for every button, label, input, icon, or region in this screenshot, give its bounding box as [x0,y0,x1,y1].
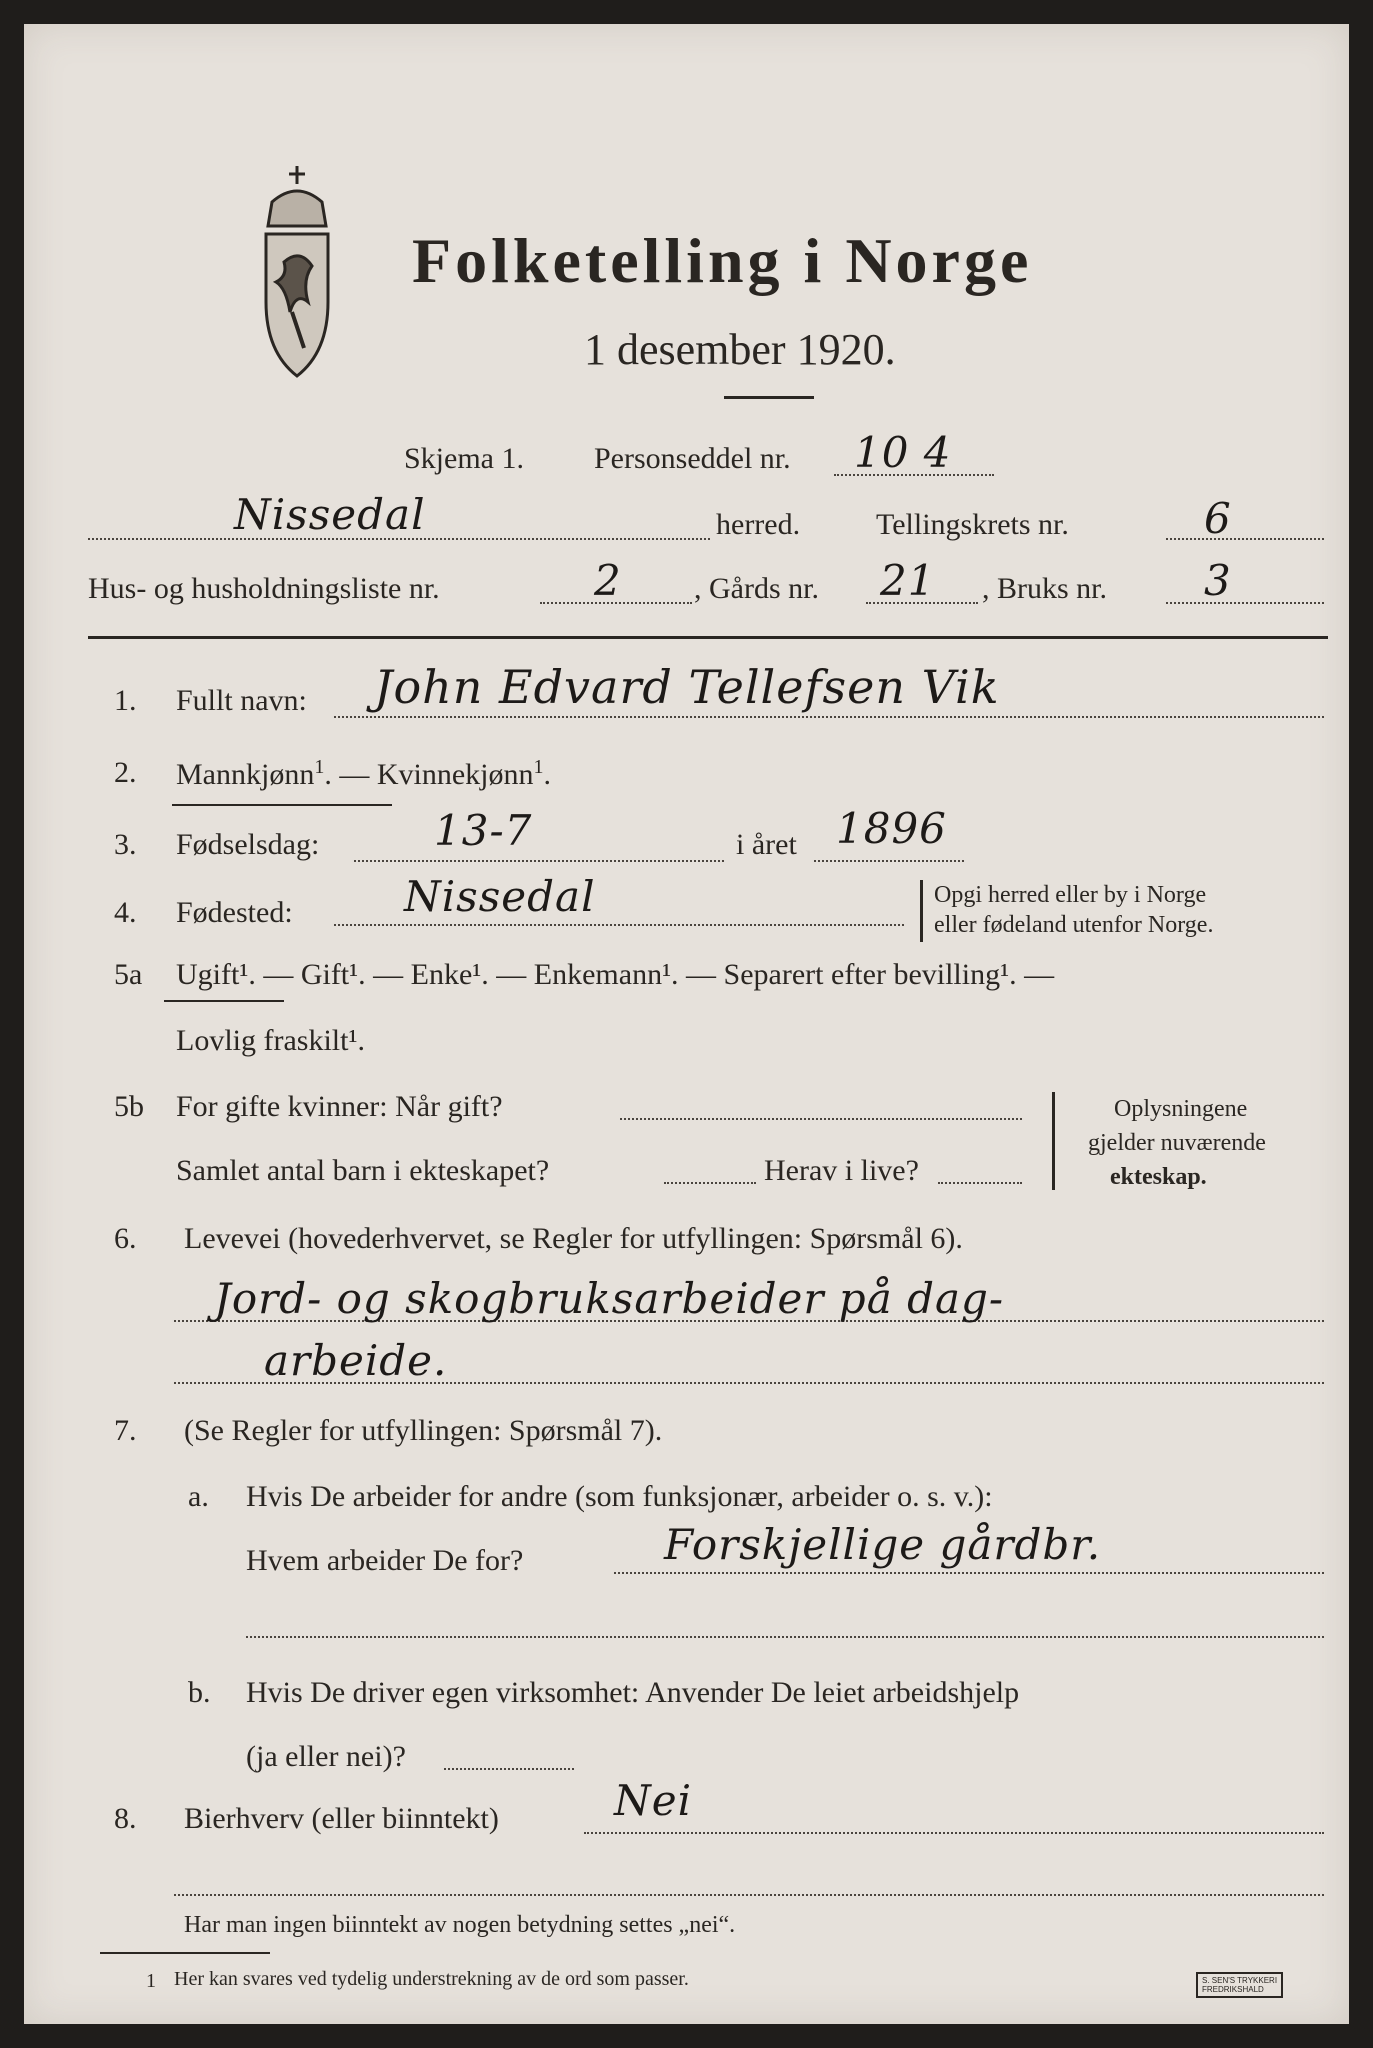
q7b-number: b. [188,1676,211,1709]
q5b-married-when: For gifte kvinner: Når gift? [176,1090,503,1123]
tellingskrets-value[interactable]: 6 [1204,494,1232,543]
male-option[interactable]: Mannkjønn [176,758,315,791]
herred-value[interactable]: Nissedal [234,490,426,539]
birth-year-value[interactable]: 1896 [836,804,947,853]
q8-number: 8. [114,1802,137,1835]
q5b-note-2: gjelder nuværende [1088,1130,1266,1156]
q1-number: 1. [114,684,137,717]
personseddel-value[interactable]: 10 4 [854,428,952,477]
q4-number: 4. [114,896,137,929]
q5b-note-3: ekteskap. [1110,1164,1207,1190]
q5b-note-1: Oplysningene [1114,1096,1248,1122]
q5b-children-total: Samlet antal barn i ekteskapet? [176,1154,550,1187]
q4-note-2: eller fødeland utenfor Norge. [934,912,1214,938]
bruks-label: , Bruks nr. [982,572,1108,605]
side-income-value[interactable]: Nei [614,1776,693,1825]
footer-note: Har man ingen biinntekt av nogen betydning settes „nei“. [184,1912,736,1938]
census-date: 1 desember 1920. [584,325,896,374]
male-underline-mark [172,804,392,806]
q6-label: Levevei (hovederhvervet, se Regler for utfyllingen: Spørsmål 6). [184,1222,963,1255]
gards-value[interactable]: 21 [880,556,936,605]
q8-label: Bierhverv (eller biinntekt) [184,1802,499,1835]
q7a-question: Hvis De arbeider for andre (som funksjonær, arbeider o. s. v.): [246,1480,993,1513]
coat-of-arms-icon [242,162,352,382]
occupation-value-line2[interactable]: arbeide. [264,1336,448,1385]
form-title: Folketelling i Norge [412,225,1033,296]
q4-note-1: Opgi herred eller by i Norge [934,882,1207,908]
census-form-sheet [24,24,1349,2024]
q2-options: Mannkjønn$^1$. — Kvinnekjønn$^1$. [176,756,551,791]
q5b-bracket [1052,1092,1055,1190]
full-name-value[interactable]: John Edvard Tellefsen Vik [374,660,1000,714]
gards-label: , Gårds nr. [694,572,819,605]
q5b-children-alive: Herav i live? [764,1154,919,1187]
printer-stamp: S. SEN'S TRYKKERI FREDRIKSHALD [1196,1972,1283,1998]
bruks-value[interactable]: 3 [1204,556,1232,605]
q4-bracket [920,880,923,942]
q4-label: Fødested: [176,896,293,929]
q3-number: 3. [114,828,137,861]
birthplace-value[interactable]: Nissedal [404,872,596,921]
personseddel-label: Personseddel nr. [594,442,791,475]
title-divider [724,396,814,399]
employer-value[interactable]: Forskjellige gårdbr. [664,1520,1102,1569]
occupation-value-line1[interactable]: Jord- og skogbruksarbeider på dag- [214,1274,1005,1323]
birthdate-value[interactable]: 13-7 [434,806,533,855]
q5b-number: 5b [114,1090,144,1123]
header-separator [88,636,1328,639]
marital-status-options-2[interactable]: Lovlig fraskilt¹. [176,1024,365,1057]
marital-status-options[interactable]: Ugift¹. — Gift¹. — Enke¹. — Enkemann¹. — Separert efter bevilling¹. — [176,958,1055,991]
female-option[interactable]: Kvinnekjønn [376,758,534,791]
q7-label: (Se Regler for utfyllingen: Spørsmål 7). [184,1414,663,1447]
footnote-text: Her kan svares ved tydelig understrekning av de ord som passer. [174,1968,689,1990]
tellingskrets-label: Tellingskrets nr. [876,508,1069,541]
q6-number: 6. [114,1222,137,1255]
q2-number: 2. [114,756,137,789]
footnote-mark: 1 [146,1970,156,1992]
q1-label: Fullt navn: [176,684,307,717]
q7b-yes-no-label: (ja eller nei)? [246,1740,406,1773]
hus-value[interactable]: 2 [594,556,622,605]
q7-number: 7. [114,1414,137,1447]
hus-label: Hus- og husholdningsliste nr. [88,572,440,605]
q7a-number: a. [188,1480,209,1513]
q7a-employer-label: Hvem arbeider De for? [246,1544,524,1577]
footnote-divider [100,1952,270,1954]
q5a-number: 5a [114,958,143,991]
q3-label: Fødselsdag: [176,828,320,861]
q7b-question: Hvis De driver egen virksomhet: Anvender De leiet arbeidshjelp [246,1676,1020,1709]
herred-label: herred. [716,508,801,541]
year-label: i året [736,828,797,861]
ugift-underline-mark [164,1000,284,1002]
skjema-label: Skjema 1. [404,442,524,475]
